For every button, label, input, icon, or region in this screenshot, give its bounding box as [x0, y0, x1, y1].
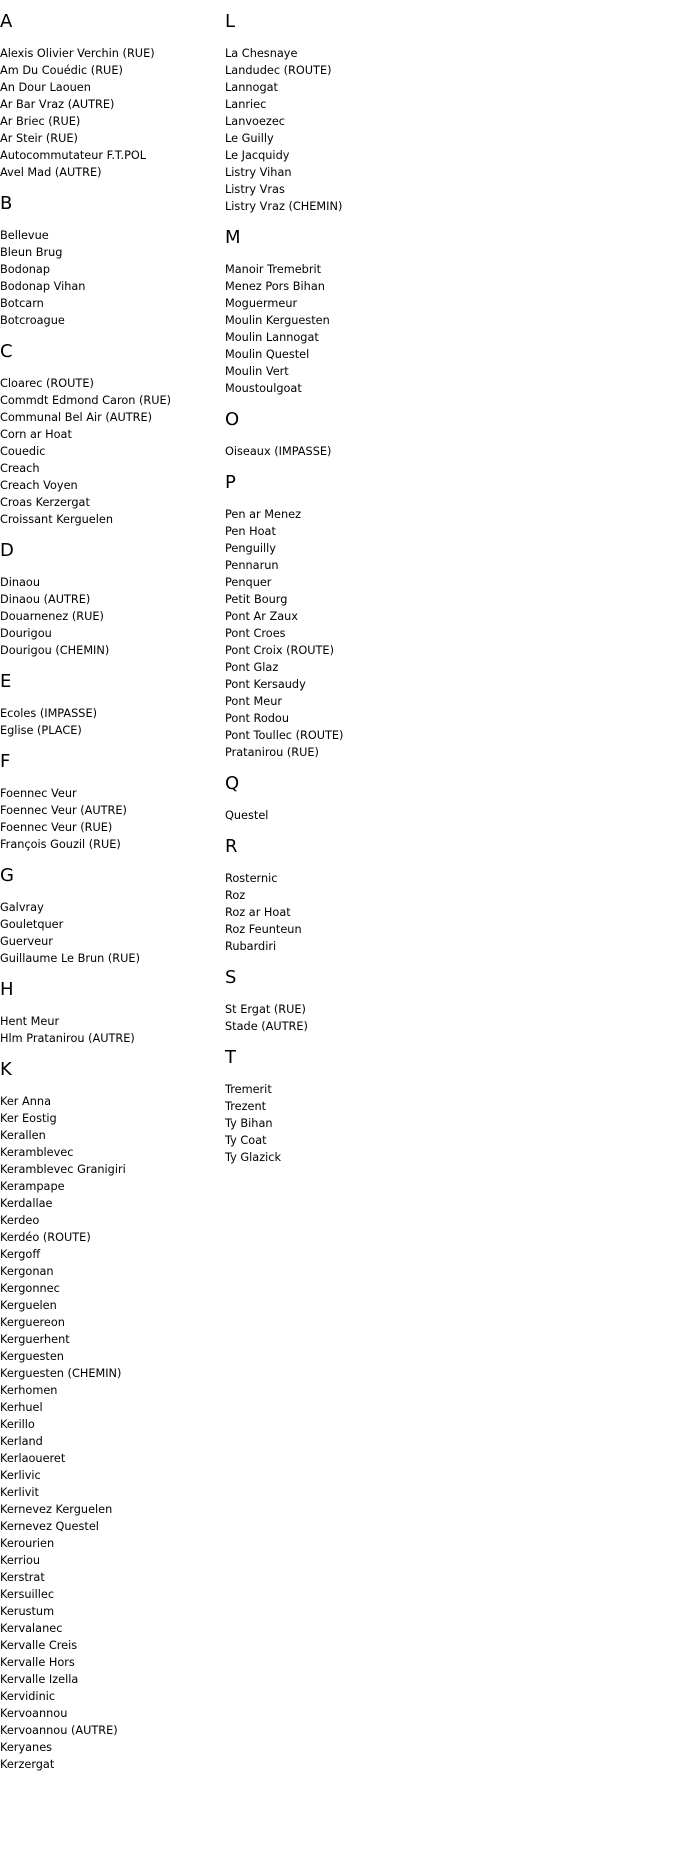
letter-heading: D — [0, 540, 14, 561]
street-list — [0, 1093, 225, 1773]
street-item: Kerzergat — [0, 1758, 55, 1771]
street-item: Botcroague — [0, 314, 65, 327]
street-item: Ker Eostig — [0, 1112, 57, 1125]
street-item: Bodonap — [0, 263, 50, 276]
street-list — [0, 899, 225, 967]
street-item: Kerlivic — [0, 1469, 41, 1482]
street-item: Kersuillec — [0, 1588, 55, 1601]
street-item: Alexis Olivier Verchin (RUE) — [0, 47, 155, 60]
letter-section-d — [0, 540, 225, 659]
street-item: Kervalle Hors — [0, 1656, 75, 1669]
street-item: Penquer — [225, 576, 272, 589]
street-item: Roz ar Hoat — [225, 906, 291, 919]
street-item: Moustoulgoat — [225, 382, 302, 395]
letter-heading: C — [0, 341, 13, 362]
street-item: Moulin Questel — [225, 348, 310, 361]
street-item: Manoir Tremebrit — [225, 263, 322, 276]
street-list — [0, 574, 225, 659]
street-item: Lanriec — [225, 98, 267, 111]
street-item: Pont Ar Zaux — [225, 610, 298, 623]
street-item: Dinaou (AUTRE) — [0, 593, 91, 606]
street-item: Ty Bihan — [225, 1117, 273, 1130]
street-item: Douarnenez (RUE) — [0, 610, 104, 623]
street-item: Kerguelen — [0, 1299, 57, 1312]
street-item: Eglise (PLACE) — [0, 724, 82, 737]
street-item: Botcarn — [0, 297, 44, 310]
street-item: Kerhuel — [0, 1401, 43, 1414]
letter-section-p — [225, 472, 675, 761]
street-item: Pont Rodou — [225, 712, 289, 725]
street-item: Moguermeur — [225, 297, 298, 310]
street-item: Pont Croix (ROUTE) — [225, 644, 334, 657]
street-item: Lanvoezec — [225, 115, 286, 128]
letter-section-k — [0, 1059, 225, 1773]
street-index-column-right — [225, 0, 675, 1166]
letter-section-f — [0, 751, 225, 853]
street-item: Kerdeo — [0, 1214, 40, 1227]
letter-section-c — [0, 341, 225, 528]
letter-heading: P — [225, 472, 236, 493]
street-item: Foennec Veur — [0, 787, 77, 800]
street-item: Ar Briec (RUE) — [0, 115, 81, 128]
street-item: Kerland — [0, 1435, 43, 1448]
street-item: Kervoannou (AUTRE) — [0, 1724, 118, 1737]
street-item: Kernevez Questel — [0, 1520, 99, 1533]
street-item: Oiseaux (IMPASSE) — [225, 445, 332, 458]
street-item: Ecoles (IMPASSE) — [0, 707, 98, 720]
street-item: Communal Bel Air (AUTRE) — [0, 411, 153, 424]
street-item: Kerguerhent — [0, 1333, 70, 1346]
street-item: Kervalanec — [0, 1622, 63, 1635]
street-item: Cloarec (ROUTE) — [0, 377, 94, 390]
street-item: Commdt Edmond Caron (RUE) — [0, 394, 172, 407]
letter-heading: M — [225, 227, 241, 248]
street-item: Bodonap Vihan — [0, 280, 86, 293]
street-item: Couedic — [0, 445, 46, 458]
letter-heading: E — [0, 671, 12, 692]
street-item: Stade (AUTRE) — [225, 1020, 308, 1033]
letter-heading: G — [0, 865, 14, 886]
street-item: Trezent — [225, 1100, 267, 1113]
street-item: Kerallen — [0, 1129, 46, 1142]
street-item: Keramblevec — [0, 1146, 74, 1159]
street-item: Bleun Brug — [0, 246, 63, 259]
street-item: Moulin Lannogat — [225, 331, 319, 344]
letter-heading: S — [225, 967, 237, 988]
street-list — [225, 506, 675, 761]
street-item: Landudec (ROUTE) — [225, 64, 332, 77]
street-item: Questel — [225, 809, 269, 822]
street-item: Kerriou — [0, 1554, 41, 1567]
letter-heading: R — [225, 836, 238, 857]
letter-section-r — [225, 836, 675, 955]
street-list — [0, 785, 225, 853]
street-item: Ty Coat — [225, 1134, 267, 1147]
letter-heading: L — [225, 11, 236, 32]
street-item: Pen ar Menez — [225, 508, 302, 521]
letter-section-h — [0, 979, 225, 1047]
letter-heading: F — [0, 751, 11, 772]
street-list — [0, 227, 225, 329]
letter-section-a — [0, 11, 225, 181]
street-item: Kervidinic — [0, 1690, 56, 1703]
street-item: Kernevez Kerguelen — [0, 1503, 113, 1516]
letter-heading: B — [0, 193, 13, 214]
street-item: Gouletquer — [0, 918, 64, 931]
street-item: Listry Vihan — [225, 166, 292, 179]
street-item: Kerdéo (ROUTE) — [0, 1231, 91, 1244]
street-item: Kervoannou — [0, 1707, 68, 1720]
street-item: Kervalle Izella — [0, 1673, 79, 1686]
street-item: Kergonan — [0, 1265, 54, 1278]
street-item: Pont Kersaudy — [225, 678, 306, 691]
street-item: Kerguesten (CHEMIN) — [0, 1367, 122, 1380]
street-item: Dourigou (CHEMIN) — [0, 644, 110, 657]
street-item: Roz — [225, 889, 246, 902]
street-item: Pont Croes — [225, 627, 286, 640]
street-item: Keramblevec Granigiri — [0, 1163, 126, 1176]
street-item: Kerstrat — [0, 1571, 45, 1584]
street-item: Autocommutateur F.T.POL — [0, 149, 147, 162]
street-item: Ar Steir (RUE) — [0, 132, 78, 145]
street-item: Kerampape — [0, 1180, 65, 1193]
street-item: Hlm Pratanirou (AUTRE) — [0, 1032, 135, 1045]
street-item: Roz Feunteun — [225, 923, 302, 936]
street-item: Listry Vras — [225, 183, 285, 196]
street-item: Lannogat — [225, 81, 278, 94]
street-item: Kerguereon — [0, 1316, 65, 1329]
street-list — [225, 807, 675, 824]
street-item: Dourigou — [0, 627, 52, 640]
letter-heading: H — [0, 979, 14, 1000]
street-item: Kerlaoueret — [0, 1452, 66, 1465]
street-item: Croas Kerzergat — [0, 496, 90, 509]
street-item: Keryanes — [0, 1741, 53, 1754]
street-item: Moulin Vert — [225, 365, 289, 378]
street-item: Kervalle Creis — [0, 1639, 78, 1652]
letter-heading: Q — [225, 773, 240, 794]
street-list — [225, 1001, 675, 1035]
street-list — [225, 1081, 675, 1166]
street-item: Kerustum — [0, 1605, 55, 1618]
street-item: Tremerit — [225, 1083, 272, 1096]
street-list — [225, 443, 675, 460]
letter-section-s — [225, 967, 675, 1035]
street-list — [225, 261, 675, 397]
street-item: Kerhomen — [0, 1384, 58, 1397]
street-item: Penguilly — [225, 542, 276, 555]
street-list — [225, 45, 675, 215]
letter-section-o — [225, 409, 675, 460]
letter-section-l — [225, 11, 675, 215]
street-item: Bellevue — [0, 229, 49, 242]
street-item: Pennarun — [225, 559, 279, 572]
street-item: Guerveur — [0, 935, 53, 948]
street-item: Le Jacquidy — [225, 149, 290, 162]
street-item: Croissant Kerguelen — [0, 513, 113, 526]
letter-heading: A — [0, 11, 13, 32]
street-item: Kerillo — [0, 1418, 35, 1431]
street-item: Ty Glazick — [225, 1151, 282, 1164]
street-item: Ker Anna — [0, 1095, 52, 1108]
street-item: Kerguesten — [0, 1350, 64, 1363]
street-item: Le Guilly — [225, 132, 274, 145]
street-item: Avel Mad (AUTRE) — [0, 166, 102, 179]
street-item: La Chesnaye — [225, 47, 298, 60]
street-index-column-left — [0, 0, 225, 1773]
street-item: Foennec Veur (RUE) — [0, 821, 113, 834]
street-item: Creach Voyen — [0, 479, 78, 492]
letter-section-e — [0, 671, 225, 739]
street-list — [0, 705, 225, 739]
street-item: Kerlivit — [0, 1486, 39, 1499]
street-item: Rosternic — [225, 872, 278, 885]
street-item: Hent Meur — [0, 1015, 60, 1028]
letter-section-q — [225, 773, 675, 824]
letter-heading: T — [225, 1047, 236, 1068]
street-item: Galvray — [0, 901, 44, 914]
street-item: An Dour Laouen — [0, 81, 91, 94]
street-item: Kergoff — [0, 1248, 41, 1261]
street-item: Pen Hoat — [225, 525, 276, 538]
street-item: Pont Meur — [225, 695, 283, 708]
letter-heading: K — [0, 1059, 12, 1080]
street-list — [225, 870, 675, 955]
street-item: Ar Bar Vraz (AUTRE) — [0, 98, 115, 111]
street-item: Kerourien — [0, 1537, 55, 1550]
street-item: St Ergat (RUE) — [225, 1003, 306, 1016]
street-item: Dinaou — [0, 576, 40, 589]
street-item: Moulin Kerguesten — [225, 314, 330, 327]
street-list — [0, 1013, 225, 1047]
street-item: Petit Bourg — [225, 593, 288, 606]
letter-section-g — [0, 865, 225, 967]
street-item: Foennec Veur (AUTRE) — [0, 804, 127, 817]
street-item: Kergonnec — [0, 1282, 60, 1295]
letter-section-m — [225, 227, 675, 397]
street-list — [0, 375, 225, 528]
street-list — [0, 45, 225, 181]
street-item: Kerdallae — [0, 1197, 53, 1210]
street-item: Guillaume Le Brun (RUE) — [0, 952, 140, 965]
street-item: Rubardiri — [225, 940, 277, 953]
letter-section-t — [225, 1047, 675, 1166]
street-item: Pont Glaz — [225, 661, 279, 674]
street-item: Menez Pors Bihan — [225, 280, 325, 293]
street-item: François Gouzil (RUE) — [0, 838, 121, 851]
street-item: Am Du Couédic (RUE) — [0, 64, 123, 77]
street-item: Listry Vraz (CHEMIN) — [225, 200, 343, 213]
letter-heading: O — [225, 409, 240, 430]
street-item: Pratanirou (RUE) — [225, 746, 319, 759]
street-item: Creach — [0, 462, 40, 475]
street-item: Corn ar Hoat — [0, 428, 72, 441]
letter-section-b — [0, 193, 225, 329]
street-item: Pont Toullec (ROUTE) — [225, 729, 344, 742]
